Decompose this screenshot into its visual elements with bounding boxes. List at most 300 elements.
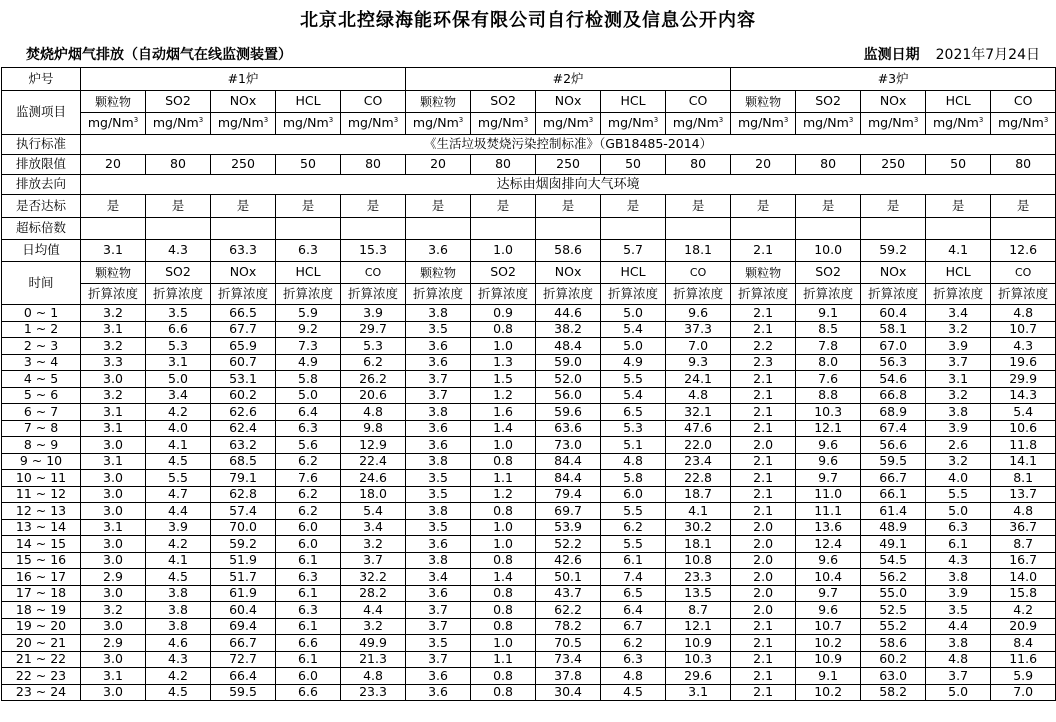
value-cell: 8.7 bbox=[991, 536, 1056, 553]
value-cell: 12.1 bbox=[796, 420, 861, 437]
unit-text: mg/Nm bbox=[347, 115, 394, 131]
time-cell: 6 ~ 7 bbox=[2, 404, 81, 421]
value-cell: 3.8 bbox=[406, 503, 471, 520]
unit-superscript: 3 bbox=[328, 116, 334, 125]
time-cell: 22 ~ 23 bbox=[2, 668, 81, 685]
conc-label-cell: 折算浓度 bbox=[731, 284, 796, 305]
value-cell: 22.8 bbox=[666, 470, 731, 487]
value-cell: 4.9 bbox=[276, 354, 341, 371]
value-cell: 66.7 bbox=[861, 470, 926, 487]
value-cell: 14.1 bbox=[991, 453, 1056, 470]
unit-text: mg/Nm bbox=[87, 115, 134, 131]
value-cell: 6.5 bbox=[601, 404, 666, 421]
unit-text: mg/Nm bbox=[737, 115, 784, 131]
pollutant-header-lower: CO bbox=[341, 262, 406, 284]
table-row bbox=[2, 486, 1056, 503]
value-cell: 6.0 bbox=[276, 668, 341, 685]
value-cell: 1.0 bbox=[471, 536, 536, 553]
value-cell: 67.7 bbox=[211, 321, 276, 338]
value-cell: 58.1 bbox=[861, 321, 926, 338]
value-cell: 9.6 bbox=[796, 437, 861, 454]
value-cell: 3.0 bbox=[81, 371, 146, 388]
conc-label-cell: 折算浓度 bbox=[666, 284, 731, 305]
value-cell: 6.1 bbox=[276, 651, 341, 668]
exceed-cell bbox=[276, 218, 341, 240]
value-cell: 69.4 bbox=[211, 618, 276, 635]
pollutant-header-lower: HCL bbox=[601, 262, 666, 284]
unit-text: mg/Nm bbox=[672, 115, 719, 131]
unit-superscript: 3 bbox=[523, 116, 529, 125]
conc-label-cell: 折算浓度 bbox=[796, 284, 861, 305]
unit-text: mg/Nm bbox=[867, 115, 914, 131]
value-cell: 2.1 bbox=[731, 503, 796, 520]
value-cell: 8.4 bbox=[991, 635, 1056, 652]
value-cell: 47.6 bbox=[666, 420, 731, 437]
value-cell: 62.2 bbox=[536, 602, 601, 619]
value-cell: 18.0 bbox=[341, 486, 406, 503]
value-cell: 52.2 bbox=[536, 536, 601, 553]
pollutant-header-lower: HCL bbox=[276, 262, 341, 284]
standard-text: 《生活垃圾焚烧污染控制标准》（GB18485-2014） bbox=[81, 135, 1056, 155]
value-cell: 4.5 bbox=[146, 569, 211, 586]
value-cell: 10.7 bbox=[991, 321, 1056, 338]
daily-avg-cell: 2.1 bbox=[731, 240, 796, 262]
pollutant-header-lower: NOx bbox=[861, 262, 926, 284]
value-cell: 3.0 bbox=[81, 552, 146, 569]
value-cell: 3.3 bbox=[81, 354, 146, 371]
value-cell: 14.0 bbox=[991, 569, 1056, 586]
value-cell: 48.4 bbox=[536, 338, 601, 355]
value-cell: 3.2 bbox=[926, 387, 991, 404]
value-cell: 2.0 bbox=[731, 519, 796, 536]
unit-cell bbox=[926, 113, 991, 135]
pollutant-header-lower: NOx bbox=[211, 262, 276, 284]
value-cell: 3.0 bbox=[81, 536, 146, 553]
daily-avg-cell: 5.7 bbox=[601, 240, 666, 262]
value-cell: 4.5 bbox=[146, 684, 211, 701]
daily-avg-row bbox=[2, 240, 1056, 262]
furnace-2-header: #2炉 bbox=[406, 68, 731, 91]
label-compliant: 是否达标 bbox=[2, 195, 81, 218]
time-cell: 5 ~ 6 bbox=[2, 387, 81, 404]
value-cell: 10.3 bbox=[796, 404, 861, 421]
conc-label-cell: 折算浓度 bbox=[81, 284, 146, 305]
value-cell: 3.2 bbox=[81, 387, 146, 404]
value-cell: 62.6 bbox=[211, 404, 276, 421]
value-cell: 6.6 bbox=[276, 684, 341, 701]
unit-cell bbox=[731, 113, 796, 135]
limit-cell: 250 bbox=[861, 155, 926, 175]
value-cell: 51.7 bbox=[211, 569, 276, 586]
value-cell: 6.2 bbox=[276, 453, 341, 470]
unit-text: mg/Nm bbox=[932, 115, 979, 131]
value-cell: 6.7 bbox=[601, 618, 666, 635]
value-cell: 2.1 bbox=[731, 635, 796, 652]
value-cell: 3.0 bbox=[81, 585, 146, 602]
daily-avg-cell: 3.6 bbox=[406, 240, 471, 262]
pollutant-header: HCL bbox=[926, 91, 991, 113]
value-cell: 29.6 bbox=[666, 668, 731, 685]
value-cell: 3.1 bbox=[926, 371, 991, 388]
value-cell: 3.9 bbox=[926, 420, 991, 437]
value-cell: 1.0 bbox=[471, 635, 536, 652]
value-cell: 9.6 bbox=[796, 453, 861, 470]
value-cell: 9.6 bbox=[796, 552, 861, 569]
value-cell: 3.8 bbox=[926, 635, 991, 652]
value-cell: 3.8 bbox=[406, 404, 471, 421]
value-cell: 6.1 bbox=[276, 585, 341, 602]
conc-label-cell: 折算浓度 bbox=[926, 284, 991, 305]
value-cell: 18.1 bbox=[666, 536, 731, 553]
value-cell: 3.1 bbox=[81, 668, 146, 685]
value-cell: 5.8 bbox=[276, 371, 341, 388]
furnace-row bbox=[2, 68, 1056, 91]
value-cell: 60.7 bbox=[211, 354, 276, 371]
value-cell: 6.0 bbox=[276, 519, 341, 536]
value-cell: 5.8 bbox=[601, 470, 666, 487]
value-cell: 66.7 bbox=[211, 635, 276, 652]
time-cell: 12 ~ 13 bbox=[2, 503, 81, 520]
value-cell: 68.5 bbox=[211, 453, 276, 470]
value-cell: 60.4 bbox=[211, 602, 276, 619]
value-cell: 3.8 bbox=[406, 453, 471, 470]
value-cell: 10.4 bbox=[796, 569, 861, 586]
value-cell: 63.0 bbox=[861, 668, 926, 685]
value-cell: 3.0 bbox=[81, 470, 146, 487]
value-cell: 12.9 bbox=[341, 437, 406, 454]
pollutant-header: CO bbox=[341, 91, 406, 113]
value-cell: 8.8 bbox=[796, 387, 861, 404]
value-cell: 8.1 bbox=[991, 470, 1056, 487]
value-cell: 3.2 bbox=[81, 338, 146, 355]
value-cell: 3.7 bbox=[406, 651, 471, 668]
value-cell: 5.3 bbox=[601, 420, 666, 437]
value-cell: 1.2 bbox=[471, 486, 536, 503]
value-cell: 28.2 bbox=[341, 585, 406, 602]
value-cell: 21.3 bbox=[341, 651, 406, 668]
value-cell: 10.6 bbox=[991, 420, 1056, 437]
value-cell: 3.4 bbox=[406, 569, 471, 586]
unit-superscript: 3 bbox=[133, 116, 139, 125]
value-cell: 5.4 bbox=[991, 404, 1056, 421]
unit-cell bbox=[341, 113, 406, 135]
unit-cell bbox=[81, 113, 146, 135]
label-item: 监测项目 bbox=[2, 91, 81, 135]
value-cell: 6.2 bbox=[276, 503, 341, 520]
value-cell: 52.5 bbox=[861, 602, 926, 619]
value-cell: 3.8 bbox=[406, 305, 471, 322]
value-cell: 4.1 bbox=[146, 437, 211, 454]
pollutant-header-lower: 颗粒物 bbox=[406, 262, 471, 284]
value-cell: 1.0 bbox=[471, 338, 536, 355]
exceed-cell bbox=[861, 218, 926, 240]
value-cell: 9.6 bbox=[796, 602, 861, 619]
value-cell: 3.7 bbox=[406, 371, 471, 388]
value-cell: 5.5 bbox=[926, 486, 991, 503]
value-cell: 4.2 bbox=[991, 602, 1056, 619]
value-cell: 5.6 bbox=[276, 437, 341, 454]
value-cell: 1.6 bbox=[471, 404, 536, 421]
destination-text: 达标由烟囱排向大气环境 bbox=[81, 175, 1056, 195]
value-cell: 11.6 bbox=[991, 651, 1056, 668]
pollutant-header: CO bbox=[991, 91, 1056, 113]
limit-cell: 20 bbox=[731, 155, 796, 175]
furnace-3-header: #3炉 bbox=[731, 68, 1056, 91]
value-cell: 5.5 bbox=[146, 470, 211, 487]
value-cell: 3.1 bbox=[81, 519, 146, 536]
unit-superscript: 3 bbox=[978, 116, 984, 125]
value-cell: 4.4 bbox=[146, 503, 211, 520]
value-cell: 4.2 bbox=[146, 536, 211, 553]
value-cell: 3.9 bbox=[146, 519, 211, 536]
value-cell: 0.8 bbox=[471, 585, 536, 602]
value-cell: 70.0 bbox=[211, 519, 276, 536]
value-cell: 2.0 bbox=[731, 437, 796, 454]
daily-avg-cell: 4.3 bbox=[146, 240, 211, 262]
value-cell: 3.6 bbox=[406, 536, 471, 553]
pollutant-header-lower: CO bbox=[991, 262, 1056, 284]
value-cell: 9.7 bbox=[796, 470, 861, 487]
table-row bbox=[2, 684, 1056, 701]
exceed-cell bbox=[926, 218, 991, 240]
table-row bbox=[2, 668, 1056, 685]
value-cell: 3.6 bbox=[406, 437, 471, 454]
value-cell: 60.2 bbox=[211, 387, 276, 404]
limit-cell: 50 bbox=[601, 155, 666, 175]
limit-cell: 80 bbox=[991, 155, 1056, 175]
time-cell: 20 ~ 21 bbox=[2, 635, 81, 652]
limit-cell: 250 bbox=[211, 155, 276, 175]
pollutant-header: HCL bbox=[276, 91, 341, 113]
value-cell: 5.0 bbox=[926, 503, 991, 520]
time-cell: 0 ~ 1 bbox=[2, 305, 81, 322]
time-cell: 13 ~ 14 bbox=[2, 519, 81, 536]
unit-superscript: 3 bbox=[913, 116, 919, 125]
label-daily-avg: 日均值 bbox=[2, 240, 81, 262]
value-cell: 3.6 bbox=[406, 354, 471, 371]
exceed-row bbox=[2, 218, 1056, 240]
time-cell: 1 ~ 2 bbox=[2, 321, 81, 338]
table-row bbox=[2, 651, 1056, 668]
pollutant-header: SO2 bbox=[796, 91, 861, 113]
value-cell: 0.9 bbox=[471, 305, 536, 322]
compliance-row bbox=[2, 195, 1056, 218]
value-cell: 37.3 bbox=[666, 321, 731, 338]
limit-cell: 250 bbox=[536, 155, 601, 175]
value-cell: 57.4 bbox=[211, 503, 276, 520]
label-destination: 排放去向 bbox=[2, 175, 81, 195]
value-cell: 59.6 bbox=[536, 404, 601, 421]
value-cell: 20.6 bbox=[341, 387, 406, 404]
standard-row bbox=[2, 135, 1056, 155]
value-cell: 24.6 bbox=[341, 470, 406, 487]
value-cell: 3.2 bbox=[341, 536, 406, 553]
unit-superscript: 3 bbox=[588, 116, 594, 125]
value-cell: 26.2 bbox=[341, 371, 406, 388]
value-cell: 6.3 bbox=[276, 569, 341, 586]
table-row bbox=[2, 420, 1056, 437]
time-cell: 19 ~ 20 bbox=[2, 618, 81, 635]
exceed-cell bbox=[601, 218, 666, 240]
unit-text: mg/Nm bbox=[607, 115, 654, 131]
value-cell: 36.7 bbox=[991, 519, 1056, 536]
value-cell: 2.0 bbox=[731, 585, 796, 602]
value-cell: 4.3 bbox=[926, 552, 991, 569]
value-cell: 3.5 bbox=[146, 305, 211, 322]
table-row bbox=[2, 635, 1056, 652]
table-row bbox=[2, 503, 1056, 520]
value-cell: 3.7 bbox=[341, 552, 406, 569]
value-cell: 58.2 bbox=[861, 684, 926, 701]
value-cell: 66.8 bbox=[861, 387, 926, 404]
destination-row bbox=[2, 175, 1056, 195]
value-cell: 10.8 bbox=[666, 552, 731, 569]
value-cell: 6.1 bbox=[601, 552, 666, 569]
label-standard: 执行标准 bbox=[2, 135, 81, 155]
pollutant-header-lower: HCL bbox=[926, 262, 991, 284]
exceed-cell bbox=[146, 218, 211, 240]
value-cell: 7.8 bbox=[796, 338, 861, 355]
time-cell: 14 ~ 15 bbox=[2, 536, 81, 553]
value-cell: 7.0 bbox=[991, 684, 1056, 701]
value-cell: 20.9 bbox=[991, 618, 1056, 635]
value-cell: 7.6 bbox=[276, 470, 341, 487]
value-cell: 10.2 bbox=[796, 684, 861, 701]
limit-cell: 20 bbox=[81, 155, 146, 175]
value-cell: 0.8 bbox=[471, 618, 536, 635]
value-cell: 50.1 bbox=[536, 569, 601, 586]
daily-avg-cell: 10.0 bbox=[796, 240, 861, 262]
value-cell: 32.1 bbox=[666, 404, 731, 421]
unit-superscript: 3 bbox=[783, 116, 789, 125]
value-cell: 63.6 bbox=[536, 420, 601, 437]
value-cell: 68.9 bbox=[861, 404, 926, 421]
exceed-cell bbox=[406, 218, 471, 240]
value-cell: 11.0 bbox=[796, 486, 861, 503]
value-cell: 4.8 bbox=[926, 651, 991, 668]
pollutant-header-lower: 颗粒物 bbox=[731, 262, 796, 284]
value-cell: 63.2 bbox=[211, 437, 276, 454]
unit-text: mg/Nm bbox=[477, 115, 524, 131]
value-cell: 4.2 bbox=[146, 668, 211, 685]
value-cell: 4.8 bbox=[991, 305, 1056, 322]
value-cell: 54.6 bbox=[861, 371, 926, 388]
pollutant-header: SO2 bbox=[471, 91, 536, 113]
value-cell: 10.2 bbox=[796, 635, 861, 652]
exceed-cell bbox=[341, 218, 406, 240]
pollutant-header: NOx bbox=[211, 91, 276, 113]
compliance-cell: 是 bbox=[731, 195, 796, 218]
value-cell: 6.6 bbox=[276, 635, 341, 652]
compliance-cell: 是 bbox=[341, 195, 406, 218]
value-cell: 3.5 bbox=[406, 635, 471, 652]
value-cell: 6.2 bbox=[601, 635, 666, 652]
value-cell: 84.4 bbox=[536, 470, 601, 487]
value-cell: 6.1 bbox=[926, 536, 991, 553]
value-cell: 6.3 bbox=[926, 519, 991, 536]
label-limit: 排放限值 bbox=[2, 155, 81, 175]
value-cell: 5.0 bbox=[926, 684, 991, 701]
value-cell: 5.5 bbox=[601, 503, 666, 520]
value-cell: 65.9 bbox=[211, 338, 276, 355]
value-cell: 0.8 bbox=[471, 503, 536, 520]
value-cell: 0.8 bbox=[471, 321, 536, 338]
value-cell: 15.8 bbox=[991, 585, 1056, 602]
value-cell: 3.2 bbox=[341, 618, 406, 635]
value-cell: 1.0 bbox=[471, 519, 536, 536]
time-cell: 9 ~ 10 bbox=[2, 453, 81, 470]
value-cell: 3.4 bbox=[926, 305, 991, 322]
table-row bbox=[2, 585, 1056, 602]
value-cell: 53.1 bbox=[211, 371, 276, 388]
value-cell: 3.1 bbox=[81, 453, 146, 470]
value-cell: 79.1 bbox=[211, 470, 276, 487]
value-cell: 2.1 bbox=[731, 618, 796, 635]
value-cell: 3.6 bbox=[406, 684, 471, 701]
limit-cell: 50 bbox=[276, 155, 341, 175]
limit-cell: 80 bbox=[666, 155, 731, 175]
value-cell: 8.0 bbox=[796, 354, 861, 371]
value-cell: 4.3 bbox=[991, 338, 1056, 355]
value-cell: 53.9 bbox=[536, 519, 601, 536]
value-cell: 2.1 bbox=[731, 387, 796, 404]
pollutant-header: NOx bbox=[536, 91, 601, 113]
value-cell: 2.1 bbox=[731, 305, 796, 322]
value-cell: 4.4 bbox=[926, 618, 991, 635]
unit-superscript: 3 bbox=[1043, 116, 1049, 125]
conc-label-cell: 折算浓度 bbox=[991, 284, 1056, 305]
time-cell: 21 ~ 22 bbox=[2, 651, 81, 668]
value-cell: 4.0 bbox=[146, 420, 211, 437]
daily-avg-cell: 15.3 bbox=[341, 240, 406, 262]
limit-cell: 20 bbox=[406, 155, 471, 175]
value-cell: 4.8 bbox=[666, 387, 731, 404]
value-cell: 2.0 bbox=[731, 536, 796, 553]
table-row bbox=[2, 519, 1056, 536]
value-cell: 1.4 bbox=[471, 420, 536, 437]
value-cell: 3.8 bbox=[926, 404, 991, 421]
unit-superscript: 3 bbox=[393, 116, 399, 125]
unit-cell bbox=[861, 113, 926, 135]
daily-avg-cell: 4.1 bbox=[926, 240, 991, 262]
exceed-cell bbox=[666, 218, 731, 240]
value-cell: 4.1 bbox=[666, 503, 731, 520]
value-cell: 6.3 bbox=[276, 602, 341, 619]
value-cell: 44.6 bbox=[536, 305, 601, 322]
value-cell: 56.6 bbox=[861, 437, 926, 454]
value-cell: 9.8 bbox=[341, 420, 406, 437]
value-cell: 0.8 bbox=[471, 602, 536, 619]
value-cell: 3.6 bbox=[406, 338, 471, 355]
value-cell: 6.4 bbox=[601, 602, 666, 619]
value-cell: 4.6 bbox=[146, 635, 211, 652]
pollutant-header-lower: SO2 bbox=[471, 262, 536, 284]
pollutant-header-lower: SO2 bbox=[146, 262, 211, 284]
time-cell: 17 ~ 18 bbox=[2, 585, 81, 602]
compliance-cell: 是 bbox=[601, 195, 666, 218]
value-cell: 2.1 bbox=[731, 486, 796, 503]
value-cell: 23.3 bbox=[341, 684, 406, 701]
value-cell: 73.0 bbox=[536, 437, 601, 454]
value-cell: 56.0 bbox=[536, 387, 601, 404]
value-cell: 72.7 bbox=[211, 651, 276, 668]
value-cell: 18.7 bbox=[666, 486, 731, 503]
limit-cell: 80 bbox=[796, 155, 861, 175]
value-cell: 3.6 bbox=[406, 668, 471, 685]
value-cell: 4.9 bbox=[601, 354, 666, 371]
daily-avg-cell: 6.3 bbox=[276, 240, 341, 262]
value-cell: 4.8 bbox=[601, 668, 666, 685]
